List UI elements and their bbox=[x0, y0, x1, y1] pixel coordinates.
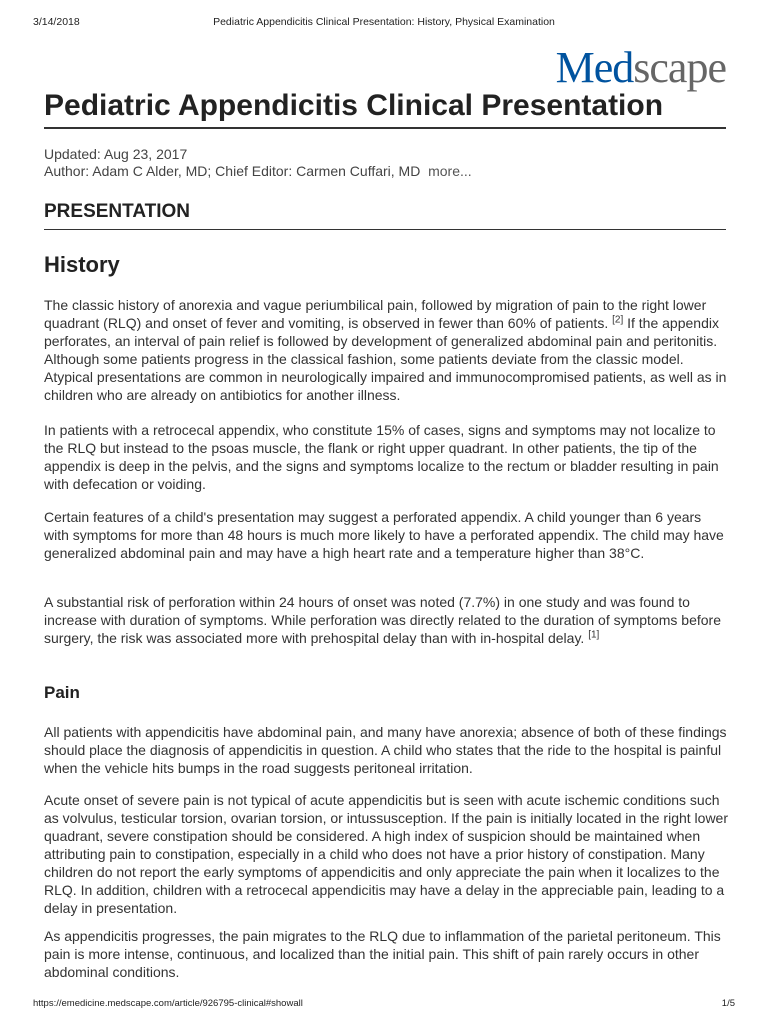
author-line bbox=[44, 163, 472, 180]
page-title: Pediatric Appendicitis Clinical Presentation bbox=[44, 89, 664, 122]
history-heading: History bbox=[44, 252, 120, 277]
page-number: 1/5 bbox=[721, 998, 735, 1009]
section-heading: PRESENTATION bbox=[44, 201, 191, 222]
pain-paragraph-3: As appendicitis progresses, the pain migrates to the RLQ due to inflammation of the parietal peritoneum. This pain is more intense, continuous, and localized than the initial pain. This shift of pain rarely occurs in other abdominal conditions. bbox=[44, 928, 721, 980]
reference-link[interactable]: [2] bbox=[612, 314, 624, 326]
reference-link[interactable]: [1] bbox=[588, 629, 600, 641]
footer-url: https://emedicine.medscape.com/article/926795-clinical#showall bbox=[33, 998, 303, 1009]
history-paragraph-3: Certain features of a child's presentation may suggest a perforated appendix. A child younger than 6 years with symptoms for more than 48 hours is much more likely to have a perforated appendix. The child may have generalized abdominal pain and may have a high heart rate and a temperature higher than 38°C. bbox=[44, 509, 724, 561]
history-p4-text: A substantial risk of perforation within 24 hours of onset was noted (7.7%) in one study and was found to increase with duration of symptoms. While perforation was directly related to the duration of symptoms before surgery, the risk was associated more with prehospital delay than with in-hospital delay. bbox=[44, 594, 721, 646]
pain-paragraph-1: All patients with appendicitis have abdominal pain, and many have anorexia; absence of both of these findings should place the diagnosis of appendicitis in question. A child who states that the ride to the hospital is painful when the vehicle hits bumps in the road suggests peritoneal irritation. bbox=[44, 724, 727, 776]
title-divider bbox=[44, 127, 726, 129]
medscape-logo[interactable] bbox=[556, 42, 726, 94]
more-link[interactable]: more... bbox=[428, 163, 472, 179]
updated-date: Updated: Aug 23, 2017 bbox=[44, 146, 188, 162]
history-paragraph-2: In patients with a retrocecal appendix, who constitute 15% of cases, signs and symptoms may not localize to the RLQ but instead to the psoas muscle, the flank or right upper quadrant. In other patients, the tip of the appendix is deep in the pelvis, and the signs and symptoms localize to the rectum or bladder resulting in pain with defecation or voiding. bbox=[44, 422, 719, 492]
article-meta bbox=[44, 146, 472, 180]
history-paragraph-1 bbox=[44, 296, 728, 404]
pain-heading: Pain bbox=[44, 683, 80, 702]
author-text: Author: Adam C Alder, MD; Chief Editor: Carmen Cuffari, MD bbox=[44, 163, 421, 179]
print-doc-title: Pediatric Appendicitis Clinical Presentation: History, Physical Examination bbox=[213, 16, 555, 28]
print-date: 3/14/2018 bbox=[33, 16, 80, 28]
history-p1-text-a: The classic history of anorexia and vague periumbilical pain, followed by migration of pain to the right lower quadrant (RLQ) and onset of fever and vomiting, is observed in fewer than 60% of patients. bbox=[44, 297, 707, 331]
logo-scape: scape bbox=[633, 43, 726, 92]
history-p1-text-b: If the appendix perforates, an interval of pain relief is followed by development of generalized abdominal pain and peritonitis. Although some patients progress in the classical fashion, some patients deviate from the classic model. Atypical presentations are common in neurologically impaired and immunocompromised patients, as well as in children who are already on antibiotics for another illness. bbox=[44, 315, 727, 403]
history-paragraph-4 bbox=[44, 593, 728, 647]
section-divider bbox=[44, 229, 726, 230]
pain-paragraph-2: Acute onset of severe pain is not typical of acute appendicitis but is seen with acute ischemic conditions such as volvulus, testicular torsion, ovarian torsion, or intussusception. If the pain is initially located in the right lower quadrant, severe constipation should be considered. A high index of suspicion should be maintained when attributing pain to constipation, especially in a child who does not have a prior history of constipation. Many children do not report the early symptoms of appendicitis and only appreciate the pain when it localizes to the RLQ. In addition, children with a retrocecal appendicitis may have a delay in the appreciable pain, leading to a delay in presentation. bbox=[44, 792, 729, 916]
logo-med: Med bbox=[555, 43, 634, 92]
print-footer bbox=[33, 998, 735, 1010]
print-header bbox=[33, 16, 735, 30]
